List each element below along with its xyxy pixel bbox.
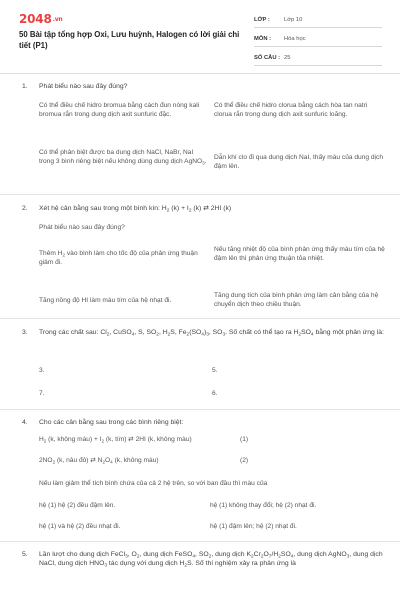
question-number: 3. <box>22 329 28 336</box>
question-number: 2. <box>22 205 28 212</box>
equilibrium-1: $H_2$ (k, không màu) + $I_2$ (k, tím) ⇄ 2HI (k, không màu) <box>39 436 192 444</box>
question-sub-stem: Nếu làm giảm thể tích bình chứa của cả 2 hệ trên, so với ban đầu thì màu của <box>39 480 268 487</box>
meta-table <box>254 14 382 71</box>
option-a[interactable]: Thêm $H_2$ vào bình làm cho tốc độ của phản ứng thuận giảm đi. <box>39 250 198 266</box>
question-stem: Xét hệ cân bằng sau trong một bình kín: $H_2$ $(k) + I_2$ (k) ⇄ 2HI (k) <box>39 205 232 214</box>
question-5 <box>22 550 388 596</box>
option-b[interactable]: 5. <box>212 367 218 374</box>
question-number: 1. <box>22 83 28 90</box>
page-title: 50 Bài tập tổng hợp Oxi, Lưu huỳnh, Halogen có lời giải chi tiết (P1) <box>19 30 240 50</box>
option-b[interactable]: Nếu tăng nhiệt độ của bình phản ứng thấy màu tím của hệ đậm lên thì phản ứng thuận tỏa nhiệt. <box>214 246 385 262</box>
question-sub-stem: Phát biểu nào sau đây đúng? <box>39 224 125 231</box>
question-4 <box>22 418 388 540</box>
option-c[interactable]: hệ (1) và hệ (2) đều nhạt đi. <box>39 523 121 530</box>
question-stem: Trong các chất sau: $Cl_2$, CuSO$_4$, S, $SO_2$, $H_2S$, $Fe_2(SO_4)_3$, $SO_3$. Số chất có thể tạo ra $H_2SO_4$ bằng một phản ứng là: <box>39 329 384 338</box>
question-stem: Phát biểu nào sau đây đúng? <box>39 83 128 90</box>
header <box>0 0 400 72</box>
equilibrium-2-tag: (2) <box>240 457 249 464</box>
divider <box>0 194 400 195</box>
option-a[interactable]: hệ (1) hệ (2) đều đậm lên. <box>39 502 116 509</box>
equilibrium-1-tag: (1) <box>240 436 249 443</box>
option-b[interactable]: Có thể điều chế hidro clorua bằng cách hòa tan natri clorua rắn trong dung dịch axit sunfuric loãng. <box>214 102 368 118</box>
divider <box>0 541 400 542</box>
meta-row-subject: MÔN : Hóa học <box>254 33 382 47</box>
question-stem: Cho các cân bằng sau trong các bình riêng biệt: <box>39 419 184 426</box>
equilibrium-2: $2NO_2$ (k, nâu đỏ) ⇄ $N_2O_4$ (k, không màu) <box>39 457 159 465</box>
divider <box>0 318 400 319</box>
option-c[interactable]: 7. <box>39 390 45 397</box>
header-divider <box>0 73 400 74</box>
option-c[interactable]: Tăng nồng độ HI làm màu tím của hệ nhạt đi. <box>39 297 172 304</box>
option-a[interactable]: 3. <box>39 367 45 374</box>
divider <box>0 409 400 410</box>
option-a[interactable]: Có thể điều chế hidro bromua bằng cách đun nóng kali bromua rắn trong dung dịch axit sunfuric đặc. <box>39 102 200 118</box>
option-d[interactable]: Dẫn khí clo đi qua dung dịch NaI, thấy màu của dung dịch đậm lên. <box>214 154 383 170</box>
option-b[interactable]: hệ (1) không thay đổi; hệ (2) nhạt đi. <box>210 502 317 509</box>
option-d[interactable]: Tăng dung tích của bình phản ứng làm cân bằng của hệ chuyển dịch theo chiều thuận. <box>214 292 379 308</box>
question-3 <box>22 328 388 408</box>
site-logo[interactable]: 2048.vn <box>19 12 63 26</box>
question-1 <box>22 82 388 192</box>
question-number: 4. <box>22 419 28 426</box>
option-d[interactable]: hệ (1) đậm lên; hệ (2) nhạt đi. <box>210 523 297 530</box>
meta-row-class: LỚP : Lớp 10 <box>254 14 382 28</box>
option-c[interactable]: Có thể phân biệt được ba dung dịch NaCl, NaBr, NaI trong 3 bình riêng biệt nếu không dùng dung dịch AgNO$_3$. <box>39 149 207 166</box>
meta-row-count: SỐ CÂU : 25 <box>254 52 382 66</box>
option-d[interactable]: 6. <box>212 390 218 397</box>
question-stem: Lần lượt cho dung dịch FeCl$_3$, $O_2$, dung dịch FeSO$_4$, $SO_2$, dung dịch $K_2Cr_2O_7/H_2SO_4$, dung dịch AgNO$_3$, dung dịch NaCl, dung dịch $HNO_3$ tác dụng với dung dịch $H_2S$. Số thí nghiệm xảy ra phản ứng là <box>39 551 383 569</box>
question-number: 5. <box>22 551 28 558</box>
question-2 <box>22 204 388 316</box>
